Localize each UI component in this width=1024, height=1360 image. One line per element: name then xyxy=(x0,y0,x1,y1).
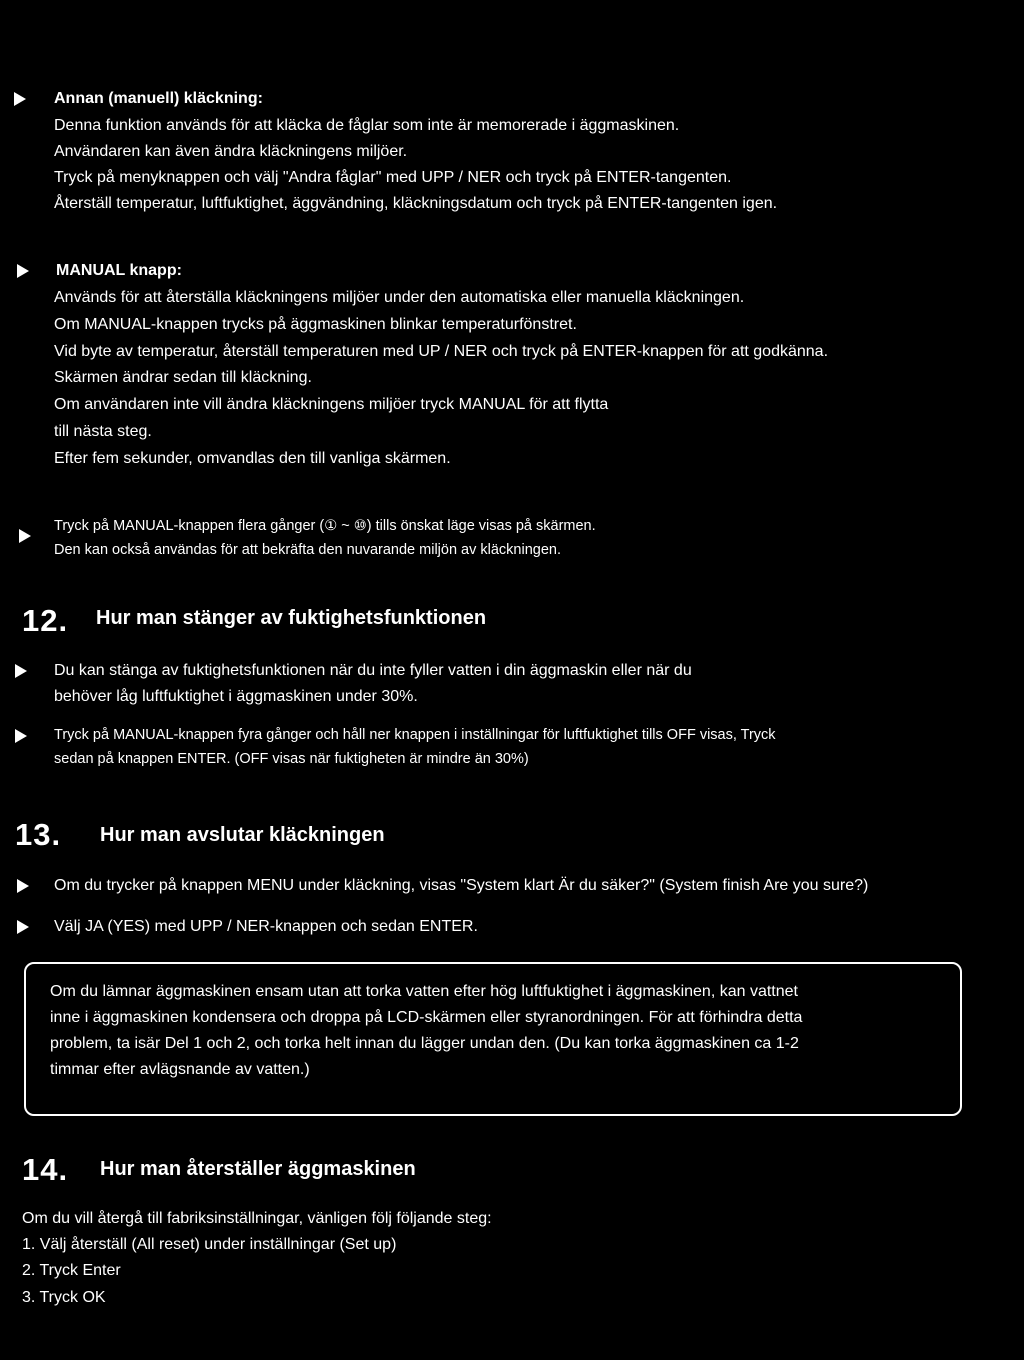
manual-hatch-line: Denna funktion används för att kläcka de fåglar som inte är memorerade i äggmaskinen. xyxy=(54,117,680,134)
bullet-arrow-icon xyxy=(15,664,27,678)
manual-button-line: till nästa steg. xyxy=(54,423,152,440)
section-number: 14. xyxy=(22,1152,69,1187)
manual-press-line: Den kan också användas för att bekräfta den nuvarande miljön av kläckningen. xyxy=(54,542,562,558)
manual-button-line: Efter fem sekunder, omvandlas den till vanliga skärmen. xyxy=(54,450,451,467)
bullet-arrow-icon xyxy=(19,529,31,543)
reset-step: 1. Välj återställ (All reset) under inställningar (Set up) xyxy=(22,1236,397,1253)
manual-button-line: Om MANUAL-knappen trycks på äggmaskinen blinkar temperaturfönstret. xyxy=(54,316,577,333)
notice-line: problem, ta isär Del 1 och 2, och torka helt innan du lägger undan den. (Du kan torka äggmaskinen ca 1-2 xyxy=(50,1035,799,1052)
bullet-arrow-icon xyxy=(17,920,29,934)
section-14-intro: Om du vill återgå till fabriksinställningar, vänligen följ följande steg: xyxy=(22,1210,492,1227)
manual-button-line: Skärmen ändrar sedan till kläckning. xyxy=(54,369,312,386)
section-13-text: Välj JA (YES) med UPP / NER-knappen och sedan ENTER. xyxy=(54,918,478,935)
bullet-arrow-icon xyxy=(17,264,29,278)
manual-button-line: Vid byte av temperatur, återställ temperaturen med UP / NER och tryck på ENTER-knappen för att godkänna. xyxy=(54,343,829,360)
manual-press-line: Tryck på MANUAL-knappen flera gånger (① ~ ⑩) tills önskat läge visas på skärmen. xyxy=(54,518,596,534)
bullet-arrow-icon xyxy=(14,92,26,106)
bullet-arrow-icon xyxy=(17,879,29,893)
notice-line: Om du lämnar äggmaskinen ensam utan att torka vatten efter hög luftfuktighet i äggmaskinen, kan vattnet xyxy=(50,983,798,1000)
manual-button-title: MANUAL knapp: xyxy=(56,262,182,279)
section-title: Hur man avslutar kläckningen xyxy=(100,824,385,846)
section-title: Hur man stänger av fuktighetsfunktionen xyxy=(96,607,487,629)
section-number: 13. xyxy=(15,817,62,852)
section-number: 12. xyxy=(22,603,69,638)
bullet-arrow-icon xyxy=(15,729,27,743)
reset-step: 3. Tryck OK xyxy=(22,1289,106,1306)
notice-line: timmar efter avlägsnande av vatten.) xyxy=(50,1061,310,1078)
manual-button-line: Om användaren inte vill ändra kläckningens miljöer tryck MANUAL för att flytta xyxy=(54,396,609,413)
manual-hatch-title: Annan (manuell) kläckning: xyxy=(54,90,263,107)
reset-step: 2. Tryck Enter xyxy=(22,1262,121,1279)
section-title: Hur man återställer äggmaskinen xyxy=(100,1158,416,1180)
section-13-text: Om du trycker på knappen MENU under kläckning, visas "System klart Är du säker?" (System finish Are you sure?) xyxy=(54,877,869,894)
manual-button-line: Används för att återställa kläckningens miljöer under den automatiska eller manuella kläckningen. xyxy=(54,289,745,306)
section-12-text: Tryck på MANUAL-knappen fyra gånger och håll ner knappen i inställningar för luftfuktighet tills OFF visas, Tryck xyxy=(54,727,776,743)
notice-box xyxy=(24,962,962,1116)
section-12-text: behöver låg luftfuktighet i äggmaskinen under 30%. xyxy=(54,688,418,705)
notice-line: inne i äggmaskinen kondensera och droppa på LCD-skärmen eller styranordningen. För att förhindra detta xyxy=(50,1009,803,1026)
manual-hatch-line: Tryck på menyknappen och välj "Andra fåglar" med UPP / NER och tryck på ENTER-tangenten. xyxy=(54,169,732,186)
manual-hatch-line: Återställ temperatur, luftfuktighet, äggvändning, kläckningsdatum och tryck på ENTER-tangenten igen. xyxy=(54,195,778,212)
section-12-text: sedan på knappen ENTER. (OFF visas när fuktigheten är mindre än 30%) xyxy=(54,751,529,767)
section-12-text: Du kan stänga av fuktighetsfunktionen när du inte fyller vatten i din äggmaskin eller när du xyxy=(54,662,692,679)
manual-hatch-line: Användaren kan även ändra kläckningens miljöer. xyxy=(54,143,408,160)
